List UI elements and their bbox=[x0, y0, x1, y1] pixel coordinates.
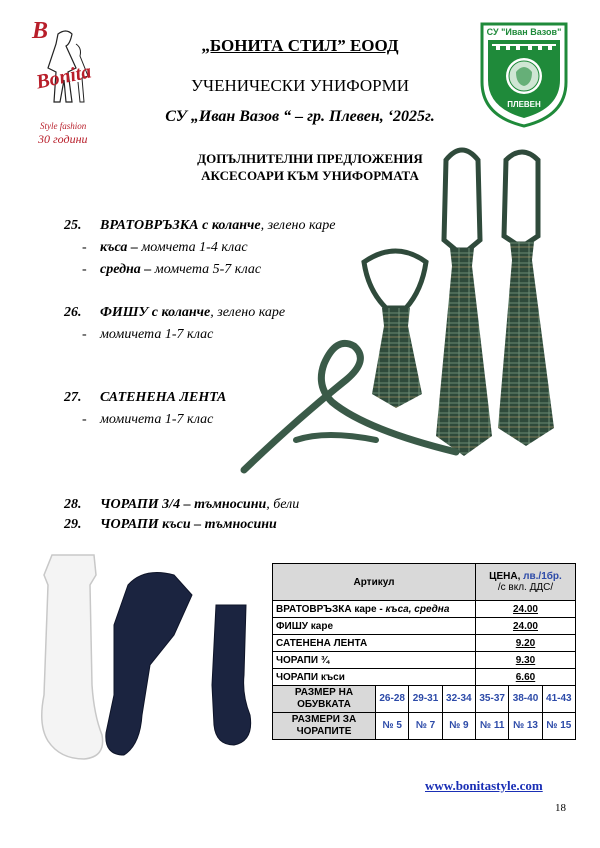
long-tie-icon bbox=[498, 152, 554, 446]
navy-knee-sock-icon bbox=[106, 573, 192, 755]
company-name: „БОНИТА СТИЛ” ЕООД bbox=[201, 36, 399, 55]
item-25-sub-2: - средна – момчета 5-7 клас bbox=[82, 262, 262, 277]
sock-size-row: РАЗМЕРИ ЗА ЧОРАПИТЕ № 5 № 7 № 9 № 11 № 13 № 15 bbox=[273, 713, 576, 740]
item-name: САТЕНЕНА ЛЕНТА bbox=[100, 390, 227, 405]
item-27-sub-1: - момичета 1-7 клас bbox=[82, 412, 214, 427]
item-name: ЧОРАПИ къси – тъмносини bbox=[100, 517, 277, 532]
item-number: 25. bbox=[64, 218, 82, 233]
website-link[interactable]: www.bonitastyle.com bbox=[425, 778, 543, 793]
item-name: ФИШУ с коланче bbox=[100, 305, 211, 320]
item-number: 26. bbox=[64, 305, 82, 320]
item-25-sub-1: - къса – момчета 1-4 клас bbox=[82, 240, 248, 255]
school-emblem bbox=[478, 20, 570, 128]
item-29 bbox=[64, 517, 277, 533]
socks-illustration bbox=[32, 545, 262, 765]
school-line: СУ „Иван Вазов “ – гр. Плевен, ‘2025г. bbox=[165, 108, 435, 125]
table-row: ВРАТОВРЪЗКА каре - къса, средна 24.00 bbox=[273, 601, 576, 618]
table-header-row bbox=[273, 564, 576, 601]
item-desc: , бели bbox=[266, 497, 300, 512]
bonita-logo bbox=[28, 14, 108, 144]
emblem-top-text: СУ "Иван Вазов" bbox=[486, 27, 562, 37]
item-desc: , зелено каре bbox=[210, 305, 286, 320]
satin-ribbon-icon bbox=[244, 343, 456, 470]
table-row: ЧОРАПИ ¾ 9.30 bbox=[273, 652, 576, 669]
item-number: 28. bbox=[64, 497, 82, 512]
item-desc: , зелено каре bbox=[260, 218, 336, 233]
svg-text:B: B bbox=[32, 18, 49, 44]
emblem-bottom-text: ПЛЕВЕН bbox=[507, 100, 541, 109]
medium-tie-icon bbox=[436, 150, 492, 456]
offers-line-1: ДОПЪЛНИТЕЛНИ ПРЕДЛОЖЕНИЯ bbox=[197, 151, 423, 166]
table-row: ФИШУ каре 24.00 bbox=[273, 618, 576, 635]
item-number: 29. bbox=[64, 517, 82, 532]
bonita-tagline: Style fashion bbox=[40, 121, 87, 131]
short-tie-icon bbox=[364, 251, 426, 408]
bonita-years: 30 години bbox=[38, 132, 88, 146]
offers-line-2: АКСЕСОАРИ КЪМ УНИФОРМАТА bbox=[201, 168, 419, 183]
price-table bbox=[272, 563, 576, 740]
shoe-size-row: РАЗМЕР НА ОБУВКАТА 26-28 29-31 32-34 35-37 38-40 41-43 bbox=[273, 686, 576, 713]
item-number: 27. bbox=[64, 390, 82, 405]
page-subtitle: УЧЕНИЧЕСКИ УНИФОРМИ bbox=[190, 76, 409, 95]
item-name: ЧОРАПИ 3/4 – тъмносини bbox=[100, 497, 267, 512]
table-row: ЧОРАПИ къси 6.60 bbox=[273, 669, 576, 686]
col-price-header: ЦЕНА, лв./1бр. /с вкл. ДДС/ bbox=[475, 564, 575, 601]
bonita-brand-text: Bonita bbox=[34, 60, 94, 94]
navy-short-sock-icon bbox=[212, 605, 251, 745]
item-28 bbox=[64, 497, 299, 513]
white-sock-icon bbox=[42, 555, 103, 759]
accessories-illustration bbox=[236, 140, 576, 480]
table-row: САТЕНЕНА ЛЕНТА 9.20 bbox=[273, 635, 576, 652]
item-26-sub-1: - момичета 1-7 клас bbox=[82, 327, 214, 342]
item-27 bbox=[64, 390, 226, 406]
item-name: ВРАТОВРЪЗКА с коланче bbox=[100, 218, 261, 233]
col-article-header: Артикул bbox=[273, 564, 476, 601]
page-number: 18 bbox=[555, 802, 566, 814]
